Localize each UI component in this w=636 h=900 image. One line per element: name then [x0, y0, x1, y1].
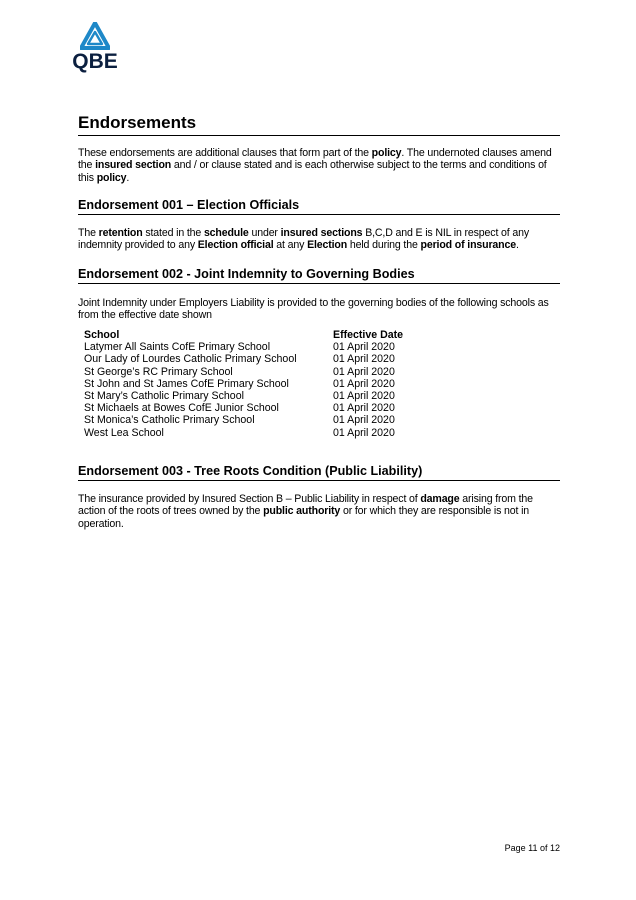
schools-table — [84, 329, 424, 439]
page-number: Page 11 of 12 — [504, 843, 560, 853]
endorsement-001-text: The retention stated in the schedule under insured sections B,C,D and E is NIL in respect of any indemnity provided to any Election official at any Election held during the period of insurance. — [78, 227, 529, 252]
table-header-row — [84, 329, 424, 341]
effective-date: 01 April 2020 — [333, 353, 395, 366]
qbe-logo — [72, 22, 118, 76]
qbe-wordmark: QBE — [72, 50, 118, 73]
effective-date: 01 April 2020 — [333, 377, 395, 390]
effective-date: 01 April 2020 — [333, 414, 395, 427]
school-name: Latymer All Saints CofE Primary School — [84, 341, 271, 354]
school-name: St John and St James CofE Primary School — [84, 377, 289, 390]
table-row — [84, 402, 424, 414]
effective-date: 01 April 2020 — [333, 341, 395, 354]
table-row — [84, 414, 424, 426]
endorsement-003-text: The insurance provided by Insured Section B – Public Liability in respect of damage arising from the action of the roots of trees owned by the public authority or for which they are responsible is not in operation. — [78, 493, 533, 530]
school-name: St Michaels at Bowes CofE Junior School — [84, 402, 279, 415]
endorsement-001-heading: Endorsement 001 – Election Officials — [78, 198, 560, 215]
table-row — [84, 427, 424, 439]
school-name: St George’s RC Primary School — [84, 365, 233, 378]
table-row — [84, 378, 424, 390]
school-name: Our Lady of Lourdes Catholic Primary School — [84, 353, 297, 366]
endorsement-002-text: Joint Indemnity under Employers Liability is provided to the governing bodies of the following schools as from the effective date shown — [78, 297, 549, 322]
qbe-logo-mark-icon — [80, 22, 110, 50]
effective-date: 01 April 2020 — [333, 365, 395, 378]
table-row — [84, 353, 424, 365]
effective-date: 01 April 2020 — [333, 426, 395, 439]
header-school: School — [84, 329, 120, 341]
header-effective-date: Effective Date — [333, 329, 404, 341]
endorsement-002-heading: Endorsement 002 - Joint Indemnity to Governing Bodies — [78, 267, 560, 284]
intro-paragraph: These endorsements are additional clauses that form part of the policy. The undernoted clauses amend the insured section and / or clause stated and is each otherwise subject to the terms and conditions of this policy. — [78, 147, 552, 184]
table-row — [84, 390, 424, 402]
effective-date: 01 April 2020 — [333, 390, 395, 403]
endorsement-003-heading: Endorsement 003 - Tree Roots Condition (Public Liability) — [78, 464, 560, 481]
school-name: West Lea School — [84, 426, 164, 439]
school-name: St Monica’s Catholic Primary School — [84, 414, 255, 427]
page-title: Endorsements — [78, 113, 560, 136]
school-name: St Mary’s Catholic Primary School — [84, 390, 244, 403]
table-row — [84, 341, 424, 353]
table-row — [84, 366, 424, 378]
effective-date: 01 April 2020 — [333, 402, 395, 415]
